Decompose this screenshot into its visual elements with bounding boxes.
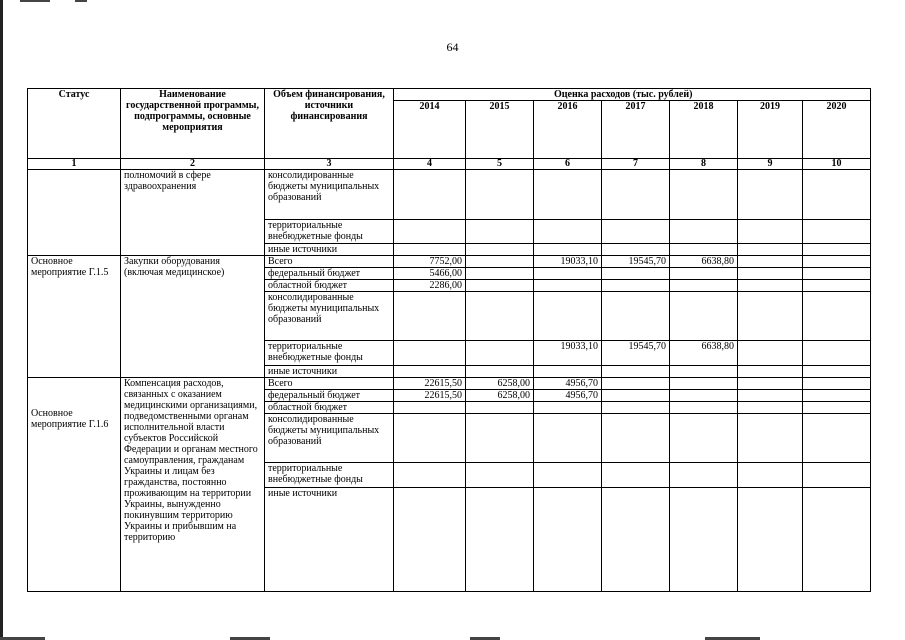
value-cell [602,390,670,402]
table-row [28,378,871,390]
header-year: 2019 [738,101,803,159]
header-year: 2020 [803,101,871,159]
value-cell [602,378,670,390]
value-cell [534,463,602,488]
value-cell: 19033,10 [534,256,602,268]
value-cell [803,341,871,366]
value-cell [394,366,466,378]
value-cell: 7752,00 [394,256,466,268]
value-cell [534,488,602,592]
value-cell [738,488,803,592]
value-cell [602,488,670,592]
source-cell: территориальные внебюджетные фонды [265,341,394,366]
header-financing: Объем финансирования, источники финансирования [265,89,394,159]
scan-edge-left [0,0,3,640]
source-cell: иные источники [265,488,394,592]
value-cell [534,170,602,220]
value-cell [670,268,738,280]
column-number: 10 [803,159,871,170]
value-cell [738,280,803,292]
value-cell [394,170,466,220]
header-status: Статус [28,89,121,159]
status-cell [28,170,121,256]
source-cell: территориальные внебюджетные фонды [265,463,394,488]
value-cell [602,402,670,414]
value-cell [602,414,670,463]
value-cell: 19033,10 [534,341,602,366]
value-cell [670,488,738,592]
value-cell [670,244,738,256]
column-number: 1 [28,159,121,170]
value-cell [466,463,534,488]
column-number: 4 [394,159,466,170]
value-cell [803,402,871,414]
value-cell [602,244,670,256]
value-cell [466,268,534,280]
value-cell [670,292,738,341]
source-cell: консолидированные бюджеты муниципальных образований [265,170,394,220]
table-row [28,256,871,268]
value-cell [534,414,602,463]
value-cell [534,244,602,256]
source-cell: областной бюджет [265,280,394,292]
source-cell: Всего [265,256,394,268]
value-cell: 6638,80 [670,341,738,366]
value-cell [394,414,466,463]
program-name-cell: Закупки оборудования (включая медицинское) [121,256,265,378]
header-year: 2017 [602,101,670,159]
value-cell [738,402,803,414]
value-cell [670,402,738,414]
source-cell: областной бюджет [265,402,394,414]
value-cell [803,390,871,402]
value-cell [602,292,670,341]
value-cell [394,402,466,414]
value-cell [670,170,738,220]
source-cell: Всего [265,378,394,390]
value-cell [466,488,534,592]
value-cell [534,402,602,414]
source-cell: иные источники [265,244,394,256]
value-cell [803,280,871,292]
value-cell [803,463,871,488]
value-cell [466,170,534,220]
value-cell [466,244,534,256]
column-number: 9 [738,159,803,170]
value-cell [670,414,738,463]
source-cell: федеральный бюджет [265,390,394,402]
value-cell [670,390,738,402]
value-cell [738,244,803,256]
status-cell: Основное мероприятие Г.1.6 [28,378,121,592]
source-cell: территориальные внебюджетные фонды [265,220,394,244]
scan-artifact-top [75,0,87,2]
value-cell: 2286,00 [394,280,466,292]
value-cell [670,366,738,378]
header-year: 2015 [466,101,534,159]
value-cell [466,220,534,244]
value-cell [534,280,602,292]
value-cell: 22615,50 [394,378,466,390]
source-cell: иные источники [265,366,394,378]
value-cell [670,280,738,292]
page-number: 64 [446,40,459,54]
column-number: 7 [602,159,670,170]
value-cell [394,244,466,256]
column-number: 6 [534,159,602,170]
value-cell: 6258,00 [466,390,534,402]
value-cell [394,292,466,341]
value-cell [803,220,871,244]
value-cell [534,220,602,244]
value-cell [670,220,738,244]
value-cell [738,366,803,378]
value-cell [738,378,803,390]
value-cell [803,268,871,280]
header-estimate: Оценка расходов (тыс. рублей) [394,89,871,101]
value-cell [803,414,871,463]
value-cell [803,378,871,390]
value-cell: 19545,70 [602,341,670,366]
source-cell: федеральный бюджет [265,268,394,280]
scan-artifact-top [20,0,50,2]
value-cell [602,366,670,378]
value-cell [738,414,803,463]
column-number: 5 [466,159,534,170]
value-cell [803,170,871,220]
value-cell [394,341,466,366]
value-cell [738,292,803,341]
column-number: 8 [670,159,738,170]
value-cell: 5466,00 [394,268,466,280]
value-cell [803,292,871,341]
table-row [28,170,871,220]
value-cell [803,256,871,268]
value-cell: 4956,70 [534,390,602,402]
value-cell [738,268,803,280]
value-cell: 4956,70 [534,378,602,390]
value-cell [394,463,466,488]
value-cell [738,390,803,402]
source-cell: консолидированные бюджеты муниципальных образований [265,292,394,341]
value-cell [738,170,803,220]
value-cell: 22615,50 [394,390,466,402]
value-cell [803,244,871,256]
value-cell [466,366,534,378]
value-cell [394,488,466,592]
value-cell [394,220,466,244]
budget-table [27,88,871,592]
value-cell [466,280,534,292]
value-cell [534,366,602,378]
value-cell [466,292,534,341]
value-cell [602,220,670,244]
value-cell: 6638,80 [670,256,738,268]
value-cell [670,378,738,390]
value-cell [466,402,534,414]
value-cell [602,268,670,280]
program-name-cell: полномочий в сфере здравоохранения [121,170,265,256]
source-cell: консолидированные бюджеты муниципальных образований [265,414,394,463]
header-year: 2016 [534,101,602,159]
value-cell [602,170,670,220]
value-cell [738,220,803,244]
value-cell [534,292,602,341]
value-cell: 19545,70 [602,256,670,268]
value-cell [534,268,602,280]
header-program: Наименование государственной программы, подпрограммы, основные мероприятия [121,89,265,159]
header-year: 2018 [670,101,738,159]
status-cell: Основное мероприятие Г.1.5 [28,256,121,378]
header-year: 2014 [394,101,466,159]
value-cell [738,256,803,268]
value-cell [466,341,534,366]
value-cell [803,488,871,592]
value-cell [602,463,670,488]
column-number: 3 [265,159,394,170]
program-name-cell: Компенсация расходов, связанных с оказанием медицинскими организациями, подведомственными органам исполнительной власти субъектов Российской Федерации и органам местного самоуправления, гражданам Украины и лицам без гражданства, постоянно проживающим на территории Украины, вынужденно покинувшим территорию Украины и прибывшим на территорию [121,378,265,592]
value-cell [466,414,534,463]
value-cell: 6258,00 [466,378,534,390]
value-cell [602,280,670,292]
value-cell [466,256,534,268]
value-cell [738,463,803,488]
value-cell [670,463,738,488]
value-cell [738,341,803,366]
value-cell [803,366,871,378]
column-number: 2 [121,159,265,170]
